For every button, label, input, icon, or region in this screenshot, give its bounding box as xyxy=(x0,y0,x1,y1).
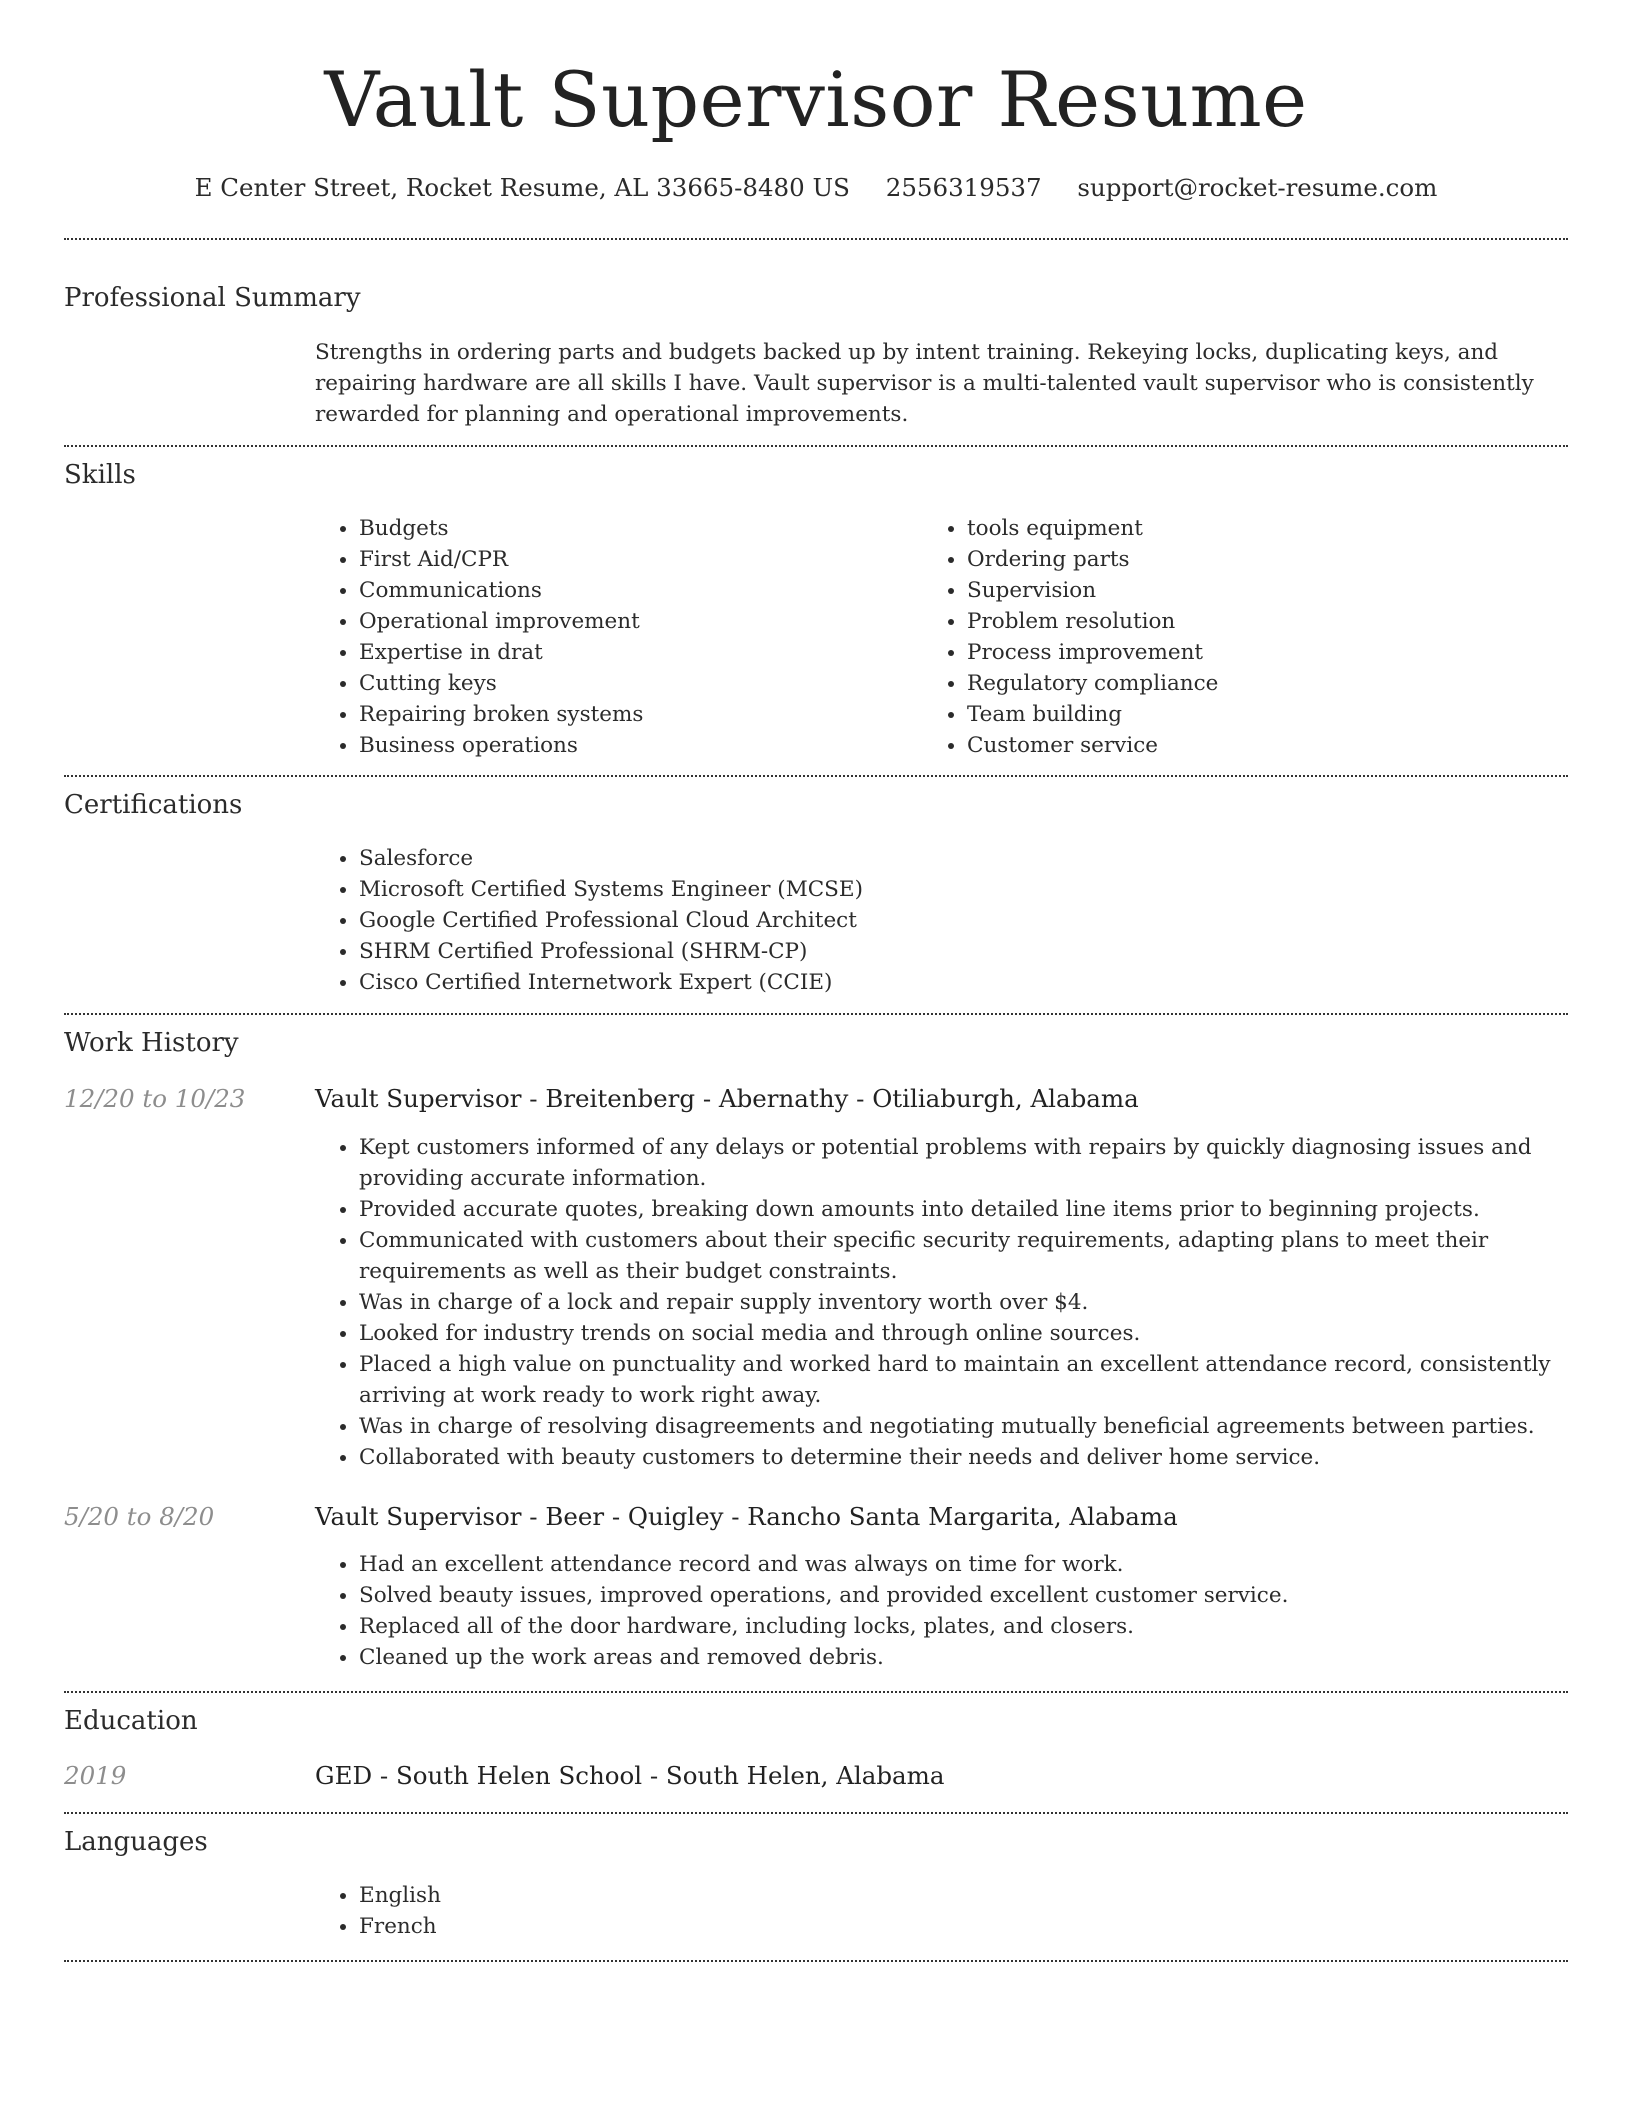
certifications-heading: Certifications xyxy=(64,790,243,820)
job-bullet: • Was in charge of a lock and repair supply inventory worth over $4. xyxy=(359,1287,1568,1318)
divider xyxy=(64,1812,1568,1814)
divider xyxy=(64,238,1568,240)
education-year: 2019 xyxy=(64,1761,127,1790)
job-dates: 12/20 to 10/23 xyxy=(64,1084,246,1113)
contact-line xyxy=(0,172,1632,204)
job-dates: 5/20 to 8/20 xyxy=(64,1502,215,1531)
divider xyxy=(64,1013,1568,1015)
divider xyxy=(64,1960,1568,1962)
job-bullet: • Was in charge of resolving disagreements and negotiating mutually beneficial agreements between parties. xyxy=(359,1411,1568,1442)
job-bullet: • Had an excellent attendance record and was always on time for work. xyxy=(359,1549,1568,1580)
job-bullet: • Placed a high value on punctuality and worked hard to maintain an excellent attendance record, consistently arriving at work ready to work right away. xyxy=(359,1349,1568,1411)
job-bullet: • Cleaned up the work areas and removed debris. xyxy=(359,1642,1568,1673)
skills-list-right xyxy=(923,513,1567,761)
skill-item: • Ordering parts xyxy=(967,544,1567,575)
education-heading: Education xyxy=(64,1706,198,1736)
divider xyxy=(64,1691,1568,1693)
languages-list xyxy=(315,1880,959,1942)
language-item: • French xyxy=(359,1911,959,1942)
education-entry: GED - South Helen School - South Helen, Alabama xyxy=(315,1761,945,1790)
skills-list-left xyxy=(315,513,919,761)
skill-item: • First Aid/CPR xyxy=(359,544,919,575)
divider xyxy=(64,445,1568,447)
skill-item: • Process improvement xyxy=(967,637,1567,668)
certification-item: • Google Certified Professional Cloud Architect xyxy=(359,905,1559,936)
skill-item: • Team building xyxy=(967,699,1567,730)
job-bullet: • Provided accurate quotes, breaking down amounts into detailed line items prior to beginning projects. xyxy=(359,1194,1568,1225)
divider xyxy=(64,775,1568,777)
skills-heading: Skills xyxy=(64,460,136,490)
job-bullet: • Solved beauty issues, improved operations, and provided excellent customer service. xyxy=(359,1580,1568,1611)
skill-item: • tools equipment xyxy=(967,513,1567,544)
job-bullet: • Collaborated with beauty customers to determine their needs and deliver home service. xyxy=(359,1442,1568,1473)
contact-email[interactable]: support@rocket-resume.com xyxy=(1077,173,1438,202)
skill-item: • Cutting keys xyxy=(359,668,919,699)
skill-item: • Regulatory compliance xyxy=(967,668,1567,699)
skill-item: • Expertise in drat xyxy=(359,637,919,668)
job-bullet: • Replaced all of the door hardware, including locks, plates, and closers. xyxy=(359,1611,1568,1642)
certification-item: • SHRM Certified Professional (SHRM-CP) xyxy=(359,936,1559,967)
job-title: Vault Supervisor - Beer - Quigley - Rancho Santa Margarita, Alabama xyxy=(315,1502,1178,1531)
page-title: Vault Supervisor Resume xyxy=(324,55,1308,144)
job-bullets xyxy=(315,1132,1568,1473)
summary-text: Strengths in ordering parts and budgets backed up by intent training. Rekeying locks, duplicating keys, and repairing hardware are all skills I have. Vault supervisor is a multi-talented vault supervisor who is consistently rewarded for planning and operational improvements. xyxy=(315,340,1534,427)
certification-item: • Cisco Certified Internetwork Expert (CCIE) xyxy=(359,967,1559,998)
contact-address: E Center Street, Rocket Resume, AL 33665-8480 US xyxy=(194,173,850,202)
job-bullet: • Kept customers informed of any delays or potential problems with repairs by quickly diagnosing issues and providing accurate information. xyxy=(359,1132,1568,1194)
work-history-heading: Work History xyxy=(64,1028,239,1058)
summary-heading: Professional Summary xyxy=(64,283,361,313)
certification-item: • Microsoft Certified Systems Engineer (MCSE) xyxy=(359,874,1559,905)
skill-item: • Business operations xyxy=(359,730,919,761)
job-title: Vault Supervisor - Breitenberg - Abernathy - Otiliaburgh, Alabama xyxy=(315,1084,1139,1113)
skill-item: • Repairing broken systems xyxy=(359,699,919,730)
job-bullet: • Looked for industry trends on social media and through online sources. xyxy=(359,1318,1568,1349)
skill-item: • Customer service xyxy=(967,730,1567,761)
certification-item: • Salesforce xyxy=(359,843,1559,874)
certifications-list xyxy=(315,843,1559,998)
skill-item: • Problem resolution xyxy=(967,606,1567,637)
languages-heading: Languages xyxy=(64,1827,208,1857)
language-item: • English xyxy=(359,1880,959,1911)
skill-item: • Supervision xyxy=(967,575,1567,606)
contact-phone: 2556319537 xyxy=(885,173,1042,202)
job-bullets xyxy=(315,1549,1568,1673)
skill-item: • Operational improvement xyxy=(359,606,919,637)
skill-item: • Communications xyxy=(359,575,919,606)
job-bullet: • Communicated with customers about their specific security requirements, adapting plans to meet their requirements as well as their budget constraints. xyxy=(359,1225,1568,1287)
skill-item: • Budgets xyxy=(359,513,919,544)
